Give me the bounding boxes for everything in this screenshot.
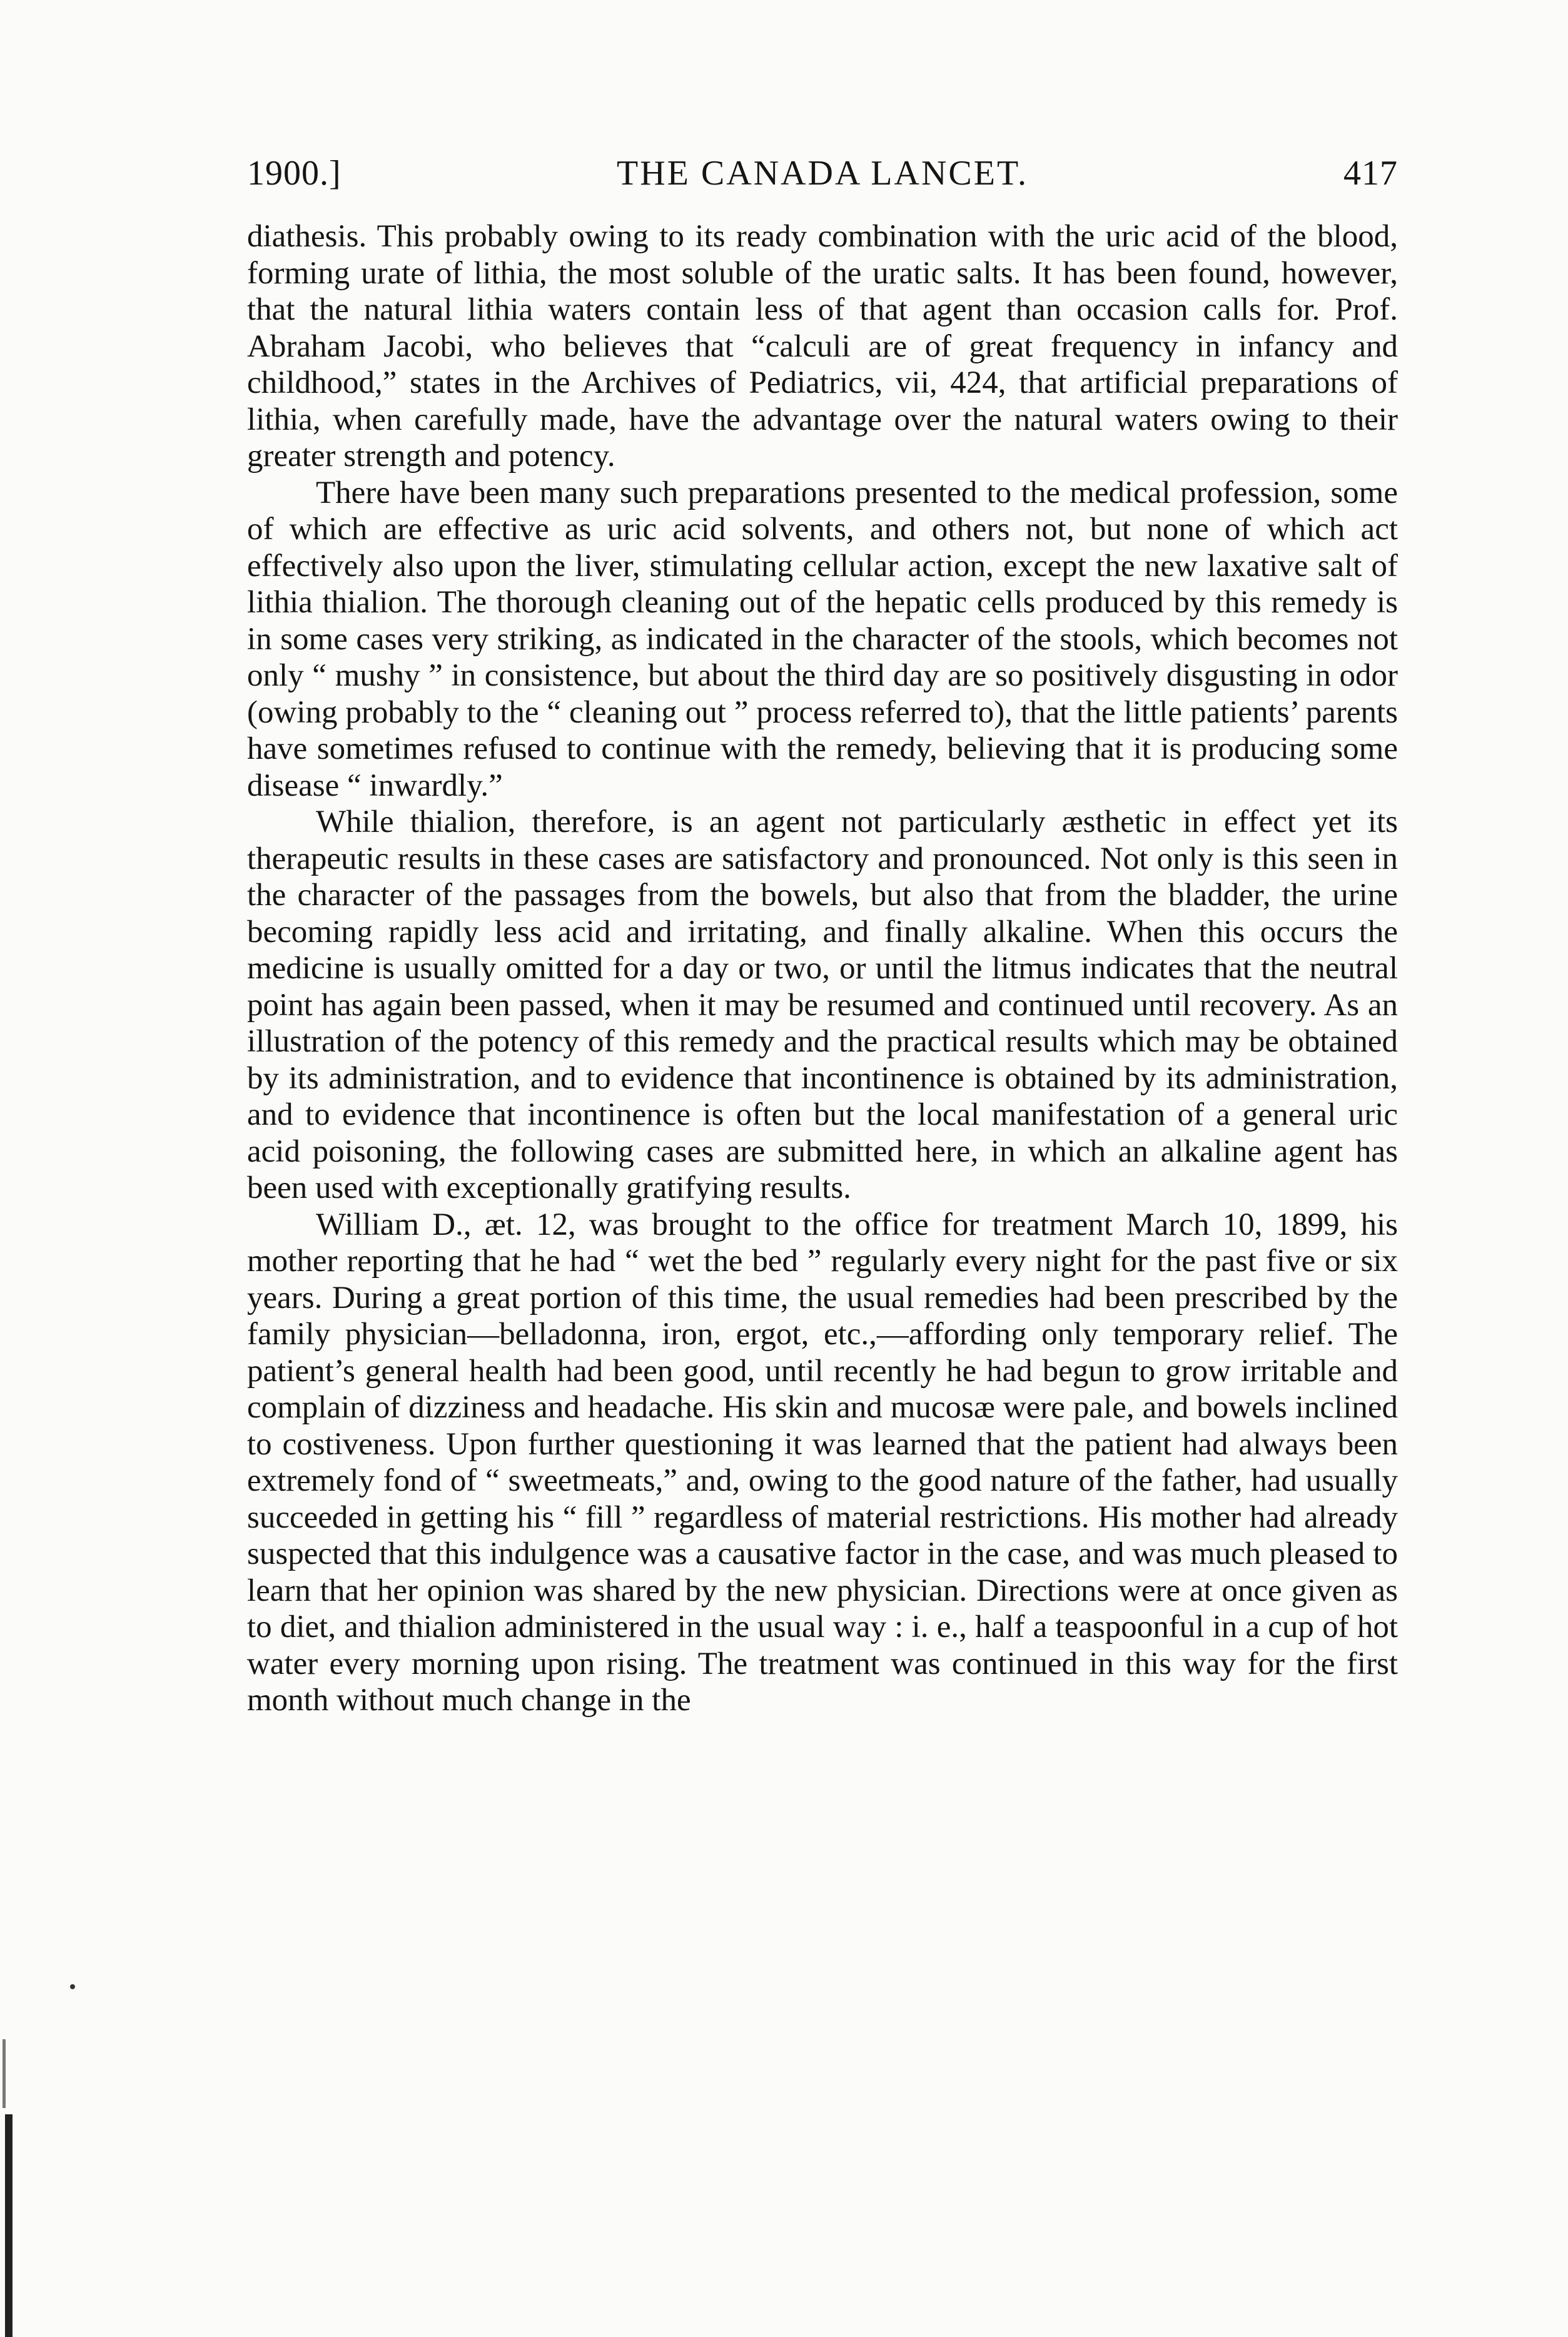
article-body bbox=[247, 218, 1398, 1719]
header-year: 1900.] bbox=[247, 154, 341, 193]
paragraph-3: While thialion, therefore, is an agent not particularly æsthetic in effect yet its therapeutic results in these cases are satisfactory and pronounced. Not only is this seen in the character of the passages from the bowels, but also that from the bladder, the urine becoming rapidly less acid and irritating, and finally alkaline. When this occurs the medicine is usually omitted for a day or two, or until the litmus indicates that the neutral point has again been passed, when it may be resumed and continued until recovery. As an illustration of the potency of this remedy and the practical results which may be obtained by its administration, and to evidence that incontinence is obtained by its administration, and to evidence that incontinence is often but the local manifestation of a general uric acid poisoning, the following cases are submitted here, in which an alkaline agent has been used with exceptionally gratifying results. bbox=[247, 804, 1398, 1205]
scan-edge-mark bbox=[5, 2114, 13, 2337]
paragraph-4: William D., æt. 12, was brought to the office for treatment March 10, 1899, his mother reporting that he had “ wet the bed ” regularly every night for the past five or six years. During a great portion of this time, the usual remedies had been prescribed by the family physician—belladonna, iron, ergot, etc.,—affording only temporary relief. The patient’s general health had been good, until recently he had begun to grow irritable and complain of dizziness and headache. His skin and mucosæ were pale, and bowels inclined to costiveness. Upon further questioning it was learned that the patient had always been extremely fond of “ sweetmeats,” and, owing to the good nature of the father, had usually succeeded in getting his “ fill ” regardless of material restrictions. His mother had already suspected that this indulgence was a causative factor in the case, and was much pleased to learn that her opinion was shared by the new physician. Directions were at once given as to diet, and thialion administered in the usual way : i. e., half a teaspoonful in a cup of hot water every morning upon rising. The treatment was continued in this way for the first month without much change in the bbox=[247, 1207, 1398, 1718]
page-number: 417 bbox=[1343, 154, 1398, 193]
journal-title: THE CANADA LANCET. bbox=[616, 154, 1029, 193]
running-header bbox=[247, 153, 1398, 193]
page bbox=[247, 153, 1398, 1719]
paragraph-1: diathesis. This probably owing to its ready combination with the uric acid of the blood, forming urate of lithia, the most soluble of the uratic salts. It has been found, however, that the natural lithia waters contain less of that agent than occasion calls for. Prof. Abraham Jacobi, who believes that “calculi are of great frequency in infancy and childhood,” states in the Archives of Pediatrics, vii, 424, that artificial preparations of lithia, when carefully made, have the advantage over the natural waters owing to their greater strength and potency. bbox=[247, 219, 1398, 474]
scan-speck bbox=[70, 1984, 75, 1989]
scan-edge-mark bbox=[3, 2039, 6, 2108]
paragraph-2: There have been many such preparations presented to the medical profession, some of which are effective as uric acid solvents, and others not, but none of which act effectively also upon the liver, stimulating cellular action, except the new laxative salt of lithia thialion. The thorough cleaning out of the hepatic cells produced by this remedy is in some cases very striking, as indicated in the character of the stools, which becomes not only “ mushy ” in consistence, but about the third day are so positively disgusting in odor (owing probably to the “ cleaning out ” process referred to), that the little patients’ parents have sometimes refused to continue with the remedy, believing that it is producing some disease “ inwardly.” bbox=[247, 475, 1398, 803]
